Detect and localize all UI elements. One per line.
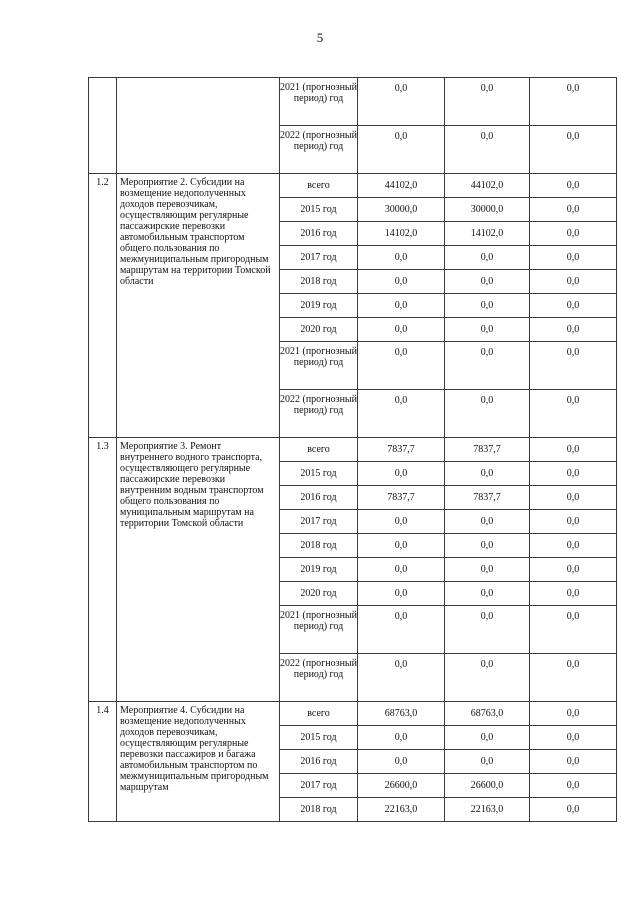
budget-value-cell: 0,0 <box>445 558 530 582</box>
budget-value-cell: 0,0 <box>445 270 530 294</box>
period-cell: 2016 год <box>280 222 358 246</box>
total-value-cell: 0,0 <box>358 270 445 294</box>
budget-value-cell: 0,0 <box>445 294 530 318</box>
other-value-cell: 0,0 <box>530 390 617 438</box>
total-value-cell: 68763,0 <box>358 702 445 726</box>
total-value-cell: 7837,7 <box>358 486 445 510</box>
budget-value-cell: 0,0 <box>445 126 530 174</box>
budget-table <box>88 77 617 822</box>
other-value-cell: 0,0 <box>530 582 617 606</box>
table-row <box>89 174 617 198</box>
item-number: 1.4 <box>89 702 117 822</box>
period-cell: 2018 год <box>280 798 358 822</box>
page-number: 5 <box>316 30 324 45</box>
other-value-cell: 0,0 <box>530 774 617 798</box>
period-cell: 2019 год <box>280 558 358 582</box>
period-cell: 2020 год <box>280 582 358 606</box>
period-cell: 2021 (прогнозный период) год <box>280 342 358 390</box>
period-cell: 2015 год <box>280 726 358 750</box>
other-value-cell: 0,0 <box>530 534 617 558</box>
budget-value-cell: 26600,0 <box>445 774 530 798</box>
table-row <box>89 78 617 126</box>
total-value-cell: 0,0 <box>358 534 445 558</box>
budget-value-cell: 0,0 <box>445 390 530 438</box>
measure-name: Мероприятие 2. Субсидии на возмещение недополученных доходов перевозчикам, осуществляющим регулярные пассажирские перевозки автомобильным транспортом общего пользования по межмуниципальным пригородным маршрутам на территории Томской области <box>117 174 280 438</box>
period-cell: 2022 (прогнозный период) год <box>280 390 358 438</box>
total-value-cell: 0,0 <box>358 462 445 486</box>
period-cell: 2017 год <box>280 774 358 798</box>
total-value-cell: 0,0 <box>358 582 445 606</box>
period-cell: 2016 год <box>280 750 358 774</box>
budget-value-cell: 0,0 <box>445 462 530 486</box>
total-value-cell: 0,0 <box>358 126 445 174</box>
total-value-cell: 14102,0 <box>358 222 445 246</box>
period-cell: 2015 год <box>280 198 358 222</box>
total-value-cell: 44102,0 <box>358 174 445 198</box>
other-value-cell: 0,0 <box>530 702 617 726</box>
total-value-cell: 0,0 <box>358 654 445 702</box>
budget-value-cell: 0,0 <box>445 654 530 702</box>
total-value-cell: 0,0 <box>358 558 445 582</box>
other-value-cell: 0,0 <box>530 246 617 270</box>
budget-value-cell: 0,0 <box>445 318 530 342</box>
budget-value-cell: 68763,0 <box>445 702 530 726</box>
budget-value-cell: 7837,7 <box>445 486 530 510</box>
period-cell: всего <box>280 438 358 462</box>
measure-name: Мероприятие 3. Ремонт внутреннего водного транспорта, осуществляющего регулярные пассажирские перевозки внутренним водным транспортом общего пользования по муниципальным маршрутам на территории Томской области <box>117 438 280 702</box>
other-value-cell: 0,0 <box>530 198 617 222</box>
table-row <box>89 702 617 726</box>
total-value-cell: 0,0 <box>358 318 445 342</box>
item-number <box>89 78 117 174</box>
total-value-cell: 0,0 <box>358 294 445 318</box>
total-value-cell: 0,0 <box>358 750 445 774</box>
period-cell: всего <box>280 174 358 198</box>
other-value-cell: 0,0 <box>530 294 617 318</box>
other-value-cell: 0,0 <box>530 126 617 174</box>
measure-name <box>117 78 280 174</box>
other-value-cell: 0,0 <box>530 342 617 390</box>
budget-value-cell: 0,0 <box>445 606 530 654</box>
other-value-cell: 0,0 <box>530 462 617 486</box>
period-cell: 2020 год <box>280 318 358 342</box>
other-value-cell: 0,0 <box>530 438 617 462</box>
total-value-cell: 0,0 <box>358 246 445 270</box>
period-cell: 2017 год <box>280 510 358 534</box>
total-value-cell: 0,0 <box>358 606 445 654</box>
other-value-cell: 0,0 <box>530 510 617 534</box>
period-cell: 2015 год <box>280 462 358 486</box>
other-value-cell: 0,0 <box>530 606 617 654</box>
other-value-cell: 0,0 <box>530 318 617 342</box>
budget-value-cell: 22163,0 <box>445 798 530 822</box>
other-value-cell: 0,0 <box>530 486 617 510</box>
total-value-cell: 0,0 <box>358 78 445 126</box>
period-cell: 2022 (прогнозный период) год <box>280 126 358 174</box>
other-value-cell: 0,0 <box>530 222 617 246</box>
budget-value-cell: 14102,0 <box>445 222 530 246</box>
measure-name: Мероприятие 4. Субсидии на возмещение недополученных доходов перевозчикам, осуществляющим регулярные перевозки пассажиров и багажа автомобильным транспортом по межмуниципальным пригородным маршрутам <box>117 702 280 822</box>
total-value-cell: 0,0 <box>358 390 445 438</box>
budget-value-cell: 0,0 <box>445 510 530 534</box>
budget-value-cell: 0,0 <box>445 246 530 270</box>
other-value-cell: 0,0 <box>530 750 617 774</box>
period-cell: 2021 (прогнозный период) год <box>280 78 358 126</box>
total-value-cell: 7837,7 <box>358 438 445 462</box>
total-value-cell: 0,0 <box>358 510 445 534</box>
item-number: 1.2 <box>89 174 117 438</box>
budget-value-cell: 7837,7 <box>445 438 530 462</box>
total-value-cell: 26600,0 <box>358 774 445 798</box>
other-value-cell: 0,0 <box>530 558 617 582</box>
period-cell: 2018 год <box>280 270 358 294</box>
period-cell: всего <box>280 702 358 726</box>
budget-value-cell: 0,0 <box>445 582 530 606</box>
total-value-cell: 0,0 <box>358 726 445 750</box>
total-value-cell: 0,0 <box>358 342 445 390</box>
period-cell: 2016 год <box>280 486 358 510</box>
period-cell: 2019 год <box>280 294 358 318</box>
other-value-cell: 0,0 <box>530 174 617 198</box>
budget-value-cell: 0,0 <box>445 78 530 126</box>
period-cell: 2018 год <box>280 534 358 558</box>
total-value-cell: 30000,0 <box>358 198 445 222</box>
other-value-cell: 0,0 <box>530 726 617 750</box>
item-number: 1.3 <box>89 438 117 702</box>
budget-value-cell: 0,0 <box>445 342 530 390</box>
other-value-cell: 0,0 <box>530 798 617 822</box>
budget-value-cell: 0,0 <box>445 534 530 558</box>
budget-value-cell: 0,0 <box>445 750 530 774</box>
other-value-cell: 0,0 <box>530 270 617 294</box>
budget-value-cell: 30000,0 <box>445 198 530 222</box>
other-value-cell: 0,0 <box>530 78 617 126</box>
budget-value-cell: 0,0 <box>445 726 530 750</box>
budget-value-cell: 44102,0 <box>445 174 530 198</box>
other-value-cell: 0,0 <box>530 654 617 702</box>
period-cell: 2021 (прогнозный период) год <box>280 606 358 654</box>
period-cell: 2017 год <box>280 246 358 270</box>
table-row <box>89 438 617 462</box>
period-cell: 2022 (прогнозный период) год <box>280 654 358 702</box>
total-value-cell: 22163,0 <box>358 798 445 822</box>
